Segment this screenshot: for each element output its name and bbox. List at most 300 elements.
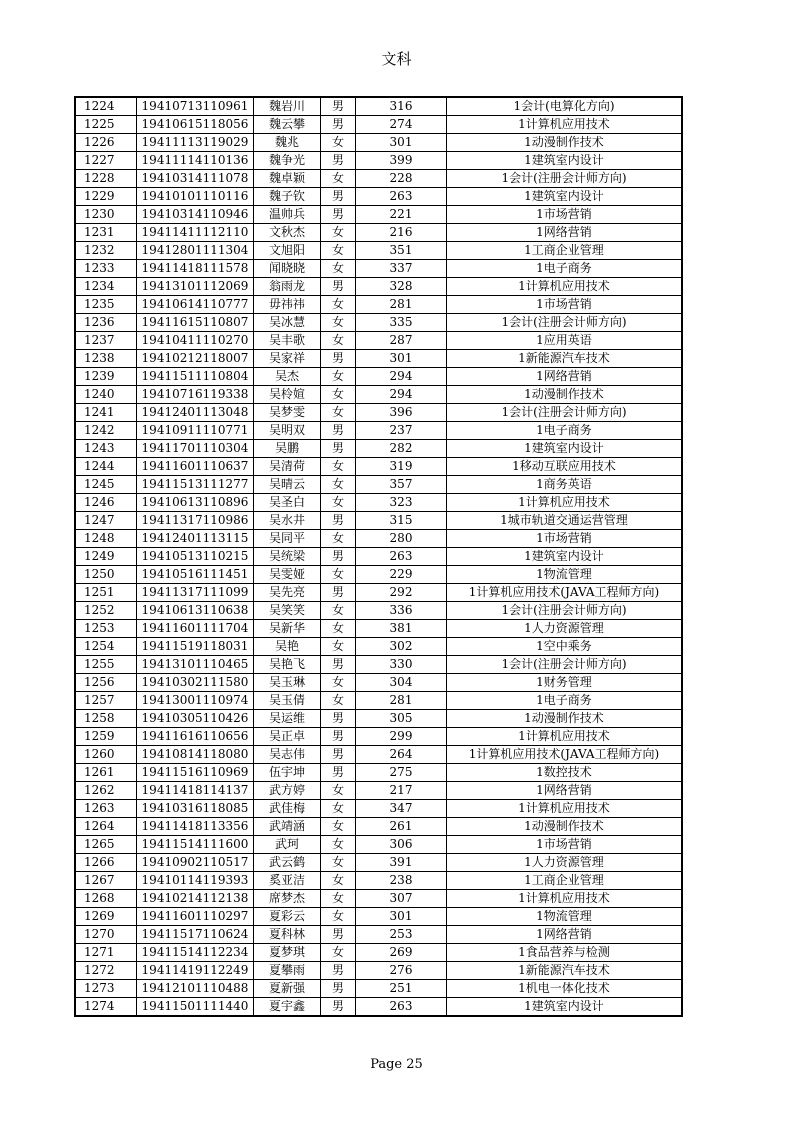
cell-gender: 男: [321, 746, 356, 764]
cell-number: 1261: [75, 764, 137, 782]
cell-score: 304: [356, 674, 447, 692]
cell-major: 1建筑室内设计: [447, 548, 683, 566]
cell-name: 闻晓晓: [254, 260, 321, 278]
cell-number: 1262: [75, 782, 137, 800]
cell-exam-id: 19410305110426: [137, 710, 254, 728]
cell-major: 1网络营销: [447, 782, 683, 800]
cell-major: 1市场营销: [447, 836, 683, 854]
table-row: [75, 296, 682, 314]
cell-score: 217: [356, 782, 447, 800]
table-row: [75, 404, 682, 422]
cell-gender: 女: [321, 566, 356, 584]
cell-score: 264: [356, 746, 447, 764]
cell-number: 1250: [75, 566, 137, 584]
cell-number: 1227: [75, 152, 137, 170]
cell-exam-id: 19411418113356: [137, 818, 254, 836]
cell-number: 1273: [75, 980, 137, 998]
cell-number: 1271: [75, 944, 137, 962]
cell-gender: 女: [321, 458, 356, 476]
cell-name: 魏争光: [254, 152, 321, 170]
cell-gender: 男: [321, 512, 356, 530]
cell-score: 305: [356, 710, 447, 728]
table-row: [75, 728, 682, 746]
cell-gender: 女: [321, 836, 356, 854]
cell-gender: 男: [321, 656, 356, 674]
cell-name: 夏彩云: [254, 908, 321, 926]
cell-score: 292: [356, 584, 447, 602]
cell-score: 391: [356, 854, 447, 872]
cell-number: 1258: [75, 710, 137, 728]
cell-major: 1物流管理: [447, 566, 683, 584]
cell-name: 温帅兵: [254, 206, 321, 224]
cell-name: 吴统梁: [254, 548, 321, 566]
cell-gender: 男: [321, 980, 356, 998]
cell-name: 吴同平: [254, 530, 321, 548]
cell-name: 夏宇鑫: [254, 998, 321, 1017]
cell-name: 吴圣白: [254, 494, 321, 512]
cell-major: 1动漫制作技术: [447, 818, 683, 836]
cell-major: 1会计(电算化方向): [447, 97, 683, 116]
cell-name: 魏兆: [254, 134, 321, 152]
cell-number: 1245: [75, 476, 137, 494]
cell-number: 1260: [75, 746, 137, 764]
cell-exam-id: 19411514111600: [137, 836, 254, 854]
cell-exam-id: 19410314111078: [137, 170, 254, 188]
cell-major: 1网络营销: [447, 368, 683, 386]
cell-number: 1230: [75, 206, 137, 224]
cell-major: 1工商企业管理: [447, 872, 683, 890]
cell-major: 1商务英语: [447, 476, 683, 494]
table-row: [75, 386, 682, 404]
cell-major: 1应用英语: [447, 332, 683, 350]
cell-number: 1265: [75, 836, 137, 854]
table-row: [75, 584, 682, 602]
cell-number: 1244: [75, 458, 137, 476]
cell-major: 1会计(注册会计师方向): [447, 314, 683, 332]
cell-major: 1人力资源管理: [447, 854, 683, 872]
cell-major: 1财务管理: [447, 674, 683, 692]
cell-exam-id: 19410214112138: [137, 890, 254, 908]
cell-gender: 女: [321, 296, 356, 314]
cell-major: 1城市轨道交通运营管理: [447, 512, 683, 530]
cell-score: 280: [356, 530, 447, 548]
page-title: 文科: [381, 50, 412, 68]
cell-major: 1动漫制作技术: [447, 710, 683, 728]
cell-major: 1电子商务: [447, 260, 683, 278]
table-row: [75, 134, 682, 152]
cell-gender: 女: [321, 782, 356, 800]
cell-score: 307: [356, 890, 447, 908]
cell-gender: 男: [321, 188, 356, 206]
table-row: [75, 854, 682, 872]
cell-gender: 男: [321, 998, 356, 1017]
cell-major: 1物流管理: [447, 908, 683, 926]
cell-number: 1267: [75, 872, 137, 890]
cell-gender: 女: [321, 368, 356, 386]
cell-name: 夏新强: [254, 980, 321, 998]
cell-gender: 女: [321, 692, 356, 710]
cell-major: 1电子商务: [447, 692, 683, 710]
cell-exam-id: 19411601110297: [137, 908, 254, 926]
table-row: [75, 350, 682, 368]
table-row: [75, 926, 682, 944]
cell-score: 229: [356, 566, 447, 584]
cell-gender: 男: [321, 728, 356, 746]
table-row: [75, 782, 682, 800]
table-row: [75, 638, 682, 656]
cell-score: 399: [356, 152, 447, 170]
cell-gender: 男: [321, 116, 356, 134]
cell-score: 381: [356, 620, 447, 638]
cell-exam-id: 19410114119393: [137, 872, 254, 890]
cell-gender: 男: [321, 97, 356, 116]
cell-gender: 女: [321, 800, 356, 818]
cell-gender: 女: [321, 260, 356, 278]
cell-name: 吴玉倩: [254, 692, 321, 710]
cell-score: 330: [356, 656, 447, 674]
cell-major: 1网络营销: [447, 926, 683, 944]
cell-major: 1会计(注册会计师方向): [447, 404, 683, 422]
cell-gender: 女: [321, 332, 356, 350]
cell-score: 294: [356, 386, 447, 404]
table-row: [75, 548, 682, 566]
cell-score: 337: [356, 260, 447, 278]
table-row: [75, 188, 682, 206]
cell-score: 306: [356, 836, 447, 854]
cell-major: 1市场营销: [447, 206, 683, 224]
cell-exam-id: 19410613110896: [137, 494, 254, 512]
cell-gender: 女: [321, 620, 356, 638]
cell-gender: 男: [321, 584, 356, 602]
cell-name: 吴家祥: [254, 350, 321, 368]
cell-exam-id: 19410516111451: [137, 566, 254, 584]
cell-major: 1新能源汽车技术: [447, 962, 683, 980]
cell-number: 1246: [75, 494, 137, 512]
cell-exam-id: 19413001110974: [137, 692, 254, 710]
cell-exam-id: 19410302111580: [137, 674, 254, 692]
cell-score: 299: [356, 728, 447, 746]
cell-exam-id: 19411701110304: [137, 440, 254, 458]
cell-name: 魏云攀: [254, 116, 321, 134]
cell-name: 吴正卓: [254, 728, 321, 746]
cell-exam-id: 19411511110804: [137, 368, 254, 386]
cell-exam-id: 19411501111440: [137, 998, 254, 1017]
cell-score: 261: [356, 818, 447, 836]
table-row: [75, 710, 682, 728]
cell-gender: 女: [321, 674, 356, 692]
cell-name: 武云鹤: [254, 854, 321, 872]
cell-score: 396: [356, 404, 447, 422]
cell-name: 吴晴云: [254, 476, 321, 494]
cell-name: 魏岩川: [254, 97, 321, 116]
table-row: [75, 566, 682, 584]
cell-major: 1网络营销: [447, 224, 683, 242]
cell-exam-id: 19410613110638: [137, 602, 254, 620]
cell-name: 吴雯娅: [254, 566, 321, 584]
table-row: [75, 512, 682, 530]
table-row: [75, 692, 682, 710]
cell-major: 1电子商务: [447, 422, 683, 440]
table-row: [75, 368, 682, 386]
cell-number: 1237: [75, 332, 137, 350]
cell-major: 1会计(注册会计师方向): [447, 602, 683, 620]
cell-exam-id: 19410314110946: [137, 206, 254, 224]
cell-name: 夏攀雨: [254, 962, 321, 980]
cell-number: 1226: [75, 134, 137, 152]
cell-major: 1市场营销: [447, 530, 683, 548]
table-row: [75, 890, 682, 908]
cell-name: 吴鹏: [254, 440, 321, 458]
cell-number: 1269: [75, 908, 137, 926]
cell-exam-id: 19410911110771: [137, 422, 254, 440]
cell-name: 武靖涵: [254, 818, 321, 836]
table-row: [75, 746, 682, 764]
cell-number: 1241: [75, 404, 137, 422]
cell-major: 1数控技术: [447, 764, 683, 782]
cell-number: 1228: [75, 170, 137, 188]
cell-exam-id: 19410101110116: [137, 188, 254, 206]
cell-exam-id: 19410615118056: [137, 116, 254, 134]
cell-score: 263: [356, 548, 447, 566]
cell-number: 1268: [75, 890, 137, 908]
cell-score: 336: [356, 602, 447, 620]
cell-name: 奚亚洁: [254, 872, 321, 890]
cell-score: 221: [356, 206, 447, 224]
cell-exam-id: 19411418114137: [137, 782, 254, 800]
cell-gender: 女: [321, 872, 356, 890]
table-row: [75, 980, 682, 998]
cell-gender: 女: [321, 494, 356, 512]
cell-number: 1254: [75, 638, 137, 656]
cell-gender: 女: [321, 170, 356, 188]
cell-name: 吴新华: [254, 620, 321, 638]
table-row: [75, 494, 682, 512]
cell-exam-id: 19411517110624: [137, 926, 254, 944]
cell-gender: 男: [321, 206, 356, 224]
table-row: [75, 998, 682, 1017]
table-row: [75, 97, 682, 116]
cell-gender: 男: [321, 278, 356, 296]
cell-name: 伍宇坤: [254, 764, 321, 782]
cell-number: 1263: [75, 800, 137, 818]
cell-number: 1238: [75, 350, 137, 368]
cell-gender: 男: [321, 422, 356, 440]
cell-major: 1动漫制作技术: [447, 134, 683, 152]
cell-name: 吴先亮: [254, 584, 321, 602]
cell-major: 1计算机应用技术: [447, 116, 683, 134]
cell-name: 吴运维: [254, 710, 321, 728]
cell-exam-id: 19413101110465: [137, 656, 254, 674]
cell-number: 1252: [75, 602, 137, 620]
table-row: [75, 332, 682, 350]
cell-exam-id: 19411317110986: [137, 512, 254, 530]
cell-number: 1233: [75, 260, 137, 278]
table-row: [75, 656, 682, 674]
table-row: [75, 476, 682, 494]
cell-number: 1249: [75, 548, 137, 566]
cell-gender: 男: [321, 350, 356, 368]
cell-major: 1计算机应用技术: [447, 728, 683, 746]
cell-exam-id: 19410614110777: [137, 296, 254, 314]
cell-score: 335: [356, 314, 447, 332]
cell-exam-id: 19413101112069: [137, 278, 254, 296]
cell-number: 1255: [75, 656, 137, 674]
cell-score: 315: [356, 512, 447, 530]
cell-name: 吴丰歌: [254, 332, 321, 350]
cell-score: 281: [356, 692, 447, 710]
cell-gender: 女: [321, 944, 356, 962]
cell-score: 347: [356, 800, 447, 818]
cell-name: 武佳梅: [254, 800, 321, 818]
cell-gender: 男: [321, 548, 356, 566]
cell-exam-id: 19411514112234: [137, 944, 254, 962]
cell-score: 251: [356, 980, 447, 998]
cell-exam-id: 19411419112249: [137, 962, 254, 980]
cell-score: 302: [356, 638, 447, 656]
cell-score: 323: [356, 494, 447, 512]
cell-exam-id: 19411317111099: [137, 584, 254, 602]
cell-name: 吴梦雯: [254, 404, 321, 422]
cell-score: 263: [356, 998, 447, 1017]
cell-gender: 女: [321, 908, 356, 926]
cell-name: 魏卓颖: [254, 170, 321, 188]
cell-name: 文旭阳: [254, 242, 321, 260]
cell-name: 翁雨龙: [254, 278, 321, 296]
cell-exam-id: 19411601110637: [137, 458, 254, 476]
table-row: [75, 152, 682, 170]
cell-exam-id: 19412401113115: [137, 530, 254, 548]
cell-major: 1计算机应用技术(JAVA工程师方向): [447, 746, 683, 764]
cell-name: 席梦杰: [254, 890, 321, 908]
cell-major: 1会计(注册会计师方向): [447, 656, 683, 674]
cell-score: 228: [356, 170, 447, 188]
cell-gender: 女: [321, 404, 356, 422]
cell-exam-id: 19412801111304: [137, 242, 254, 260]
cell-major: 1人力资源管理: [447, 620, 683, 638]
cell-major: 1建筑室内设计: [447, 188, 683, 206]
cell-number: 1270: [75, 926, 137, 944]
cell-score: 301: [356, 908, 447, 926]
cell-score: 253: [356, 926, 447, 944]
table-row: [75, 818, 682, 836]
cell-name: 吴明双: [254, 422, 321, 440]
cell-score: 351: [356, 242, 447, 260]
cell-gender: 男: [321, 962, 356, 980]
table-row: [75, 422, 682, 440]
cell-score: 301: [356, 350, 447, 368]
cell-exam-id: 19410814118080: [137, 746, 254, 764]
cell-exam-id: 19410212118007: [137, 350, 254, 368]
table-row: [75, 170, 682, 188]
cell-gender: 女: [321, 314, 356, 332]
cell-exam-id: 19410316118085: [137, 800, 254, 818]
cell-major: 1食品营养与检测: [447, 944, 683, 962]
cell-major: 1计算机应用技术: [447, 890, 683, 908]
table-row: [75, 242, 682, 260]
table-row: [75, 314, 682, 332]
cell-number: 1243: [75, 440, 137, 458]
cell-name: 夏科林: [254, 926, 321, 944]
cell-gender: 男: [321, 440, 356, 458]
cell-number: 1234: [75, 278, 137, 296]
cell-exam-id: 19411519118031: [137, 638, 254, 656]
cell-score: 237: [356, 422, 447, 440]
table-row: [75, 944, 682, 962]
table-row: [75, 458, 682, 476]
table-row: [75, 908, 682, 926]
cell-exam-id: 19410713110961: [137, 97, 254, 116]
cell-gender: 女: [321, 602, 356, 620]
cell-number: 1251: [75, 584, 137, 602]
cell-score: 269: [356, 944, 447, 962]
cell-gender: 女: [321, 386, 356, 404]
cell-number: 1235: [75, 296, 137, 314]
cell-number: 1229: [75, 188, 137, 206]
cell-name: 吴玉琳: [254, 674, 321, 692]
cell-score: 276: [356, 962, 447, 980]
cell-number: 1242: [75, 422, 137, 440]
cell-exam-id: 19412101110488: [137, 980, 254, 998]
table-row: [75, 872, 682, 890]
cell-exam-id: 19411114110136: [137, 152, 254, 170]
cell-number: 1253: [75, 620, 137, 638]
cell-number: 1231: [75, 224, 137, 242]
cell-name: 吴冰慧: [254, 314, 321, 332]
cell-major: 1新能源汽车技术: [447, 350, 683, 368]
cell-name: 魏子钦: [254, 188, 321, 206]
cell-name: 吴笑笑: [254, 602, 321, 620]
cell-exam-id: 19411418111578: [137, 260, 254, 278]
cell-gender: 男: [321, 764, 356, 782]
cell-major: 1会计(注册会计师方向): [447, 170, 683, 188]
cell-gender: 女: [321, 134, 356, 152]
cell-score: 275: [356, 764, 447, 782]
cell-gender: 男: [321, 926, 356, 944]
cell-score: 319: [356, 458, 447, 476]
cell-exam-id: 19410902110517: [137, 854, 254, 872]
cell-exam-id: 19411615110807: [137, 314, 254, 332]
cell-major: 1空中乘务: [447, 638, 683, 656]
cell-name: 毋祎祎: [254, 296, 321, 314]
cell-number: 1264: [75, 818, 137, 836]
cell-major: 1计算机应用技术(JAVA工程师方向): [447, 584, 683, 602]
cell-major: 1建筑室内设计: [447, 152, 683, 170]
cell-number: 1272: [75, 962, 137, 980]
cell-exam-id: 19411513111277: [137, 476, 254, 494]
cell-number: 1259: [75, 728, 137, 746]
cell-major: 1移动互联应用技术: [447, 458, 683, 476]
cell-major: 1计算机应用技术: [447, 278, 683, 296]
cell-number: 1257: [75, 692, 137, 710]
cell-gender: 女: [321, 242, 356, 260]
cell-number: 1239: [75, 368, 137, 386]
cell-name: 吴水井: [254, 512, 321, 530]
cell-name: 吴杰: [254, 368, 321, 386]
cell-score: 301: [356, 134, 447, 152]
cell-exam-id: 19412401113048: [137, 404, 254, 422]
cell-number: 1232: [75, 242, 137, 260]
cell-number: 1266: [75, 854, 137, 872]
cell-name: 吴艳: [254, 638, 321, 656]
cell-gender: 女: [321, 638, 356, 656]
cell-gender: 男: [321, 710, 356, 728]
cell-number: 1224: [75, 97, 137, 116]
cell-major: 1动漫制作技术: [447, 386, 683, 404]
cell-gender: 女: [321, 890, 356, 908]
cell-number: 1274: [75, 998, 137, 1017]
table-row: [75, 764, 682, 782]
cell-score: 238: [356, 872, 447, 890]
